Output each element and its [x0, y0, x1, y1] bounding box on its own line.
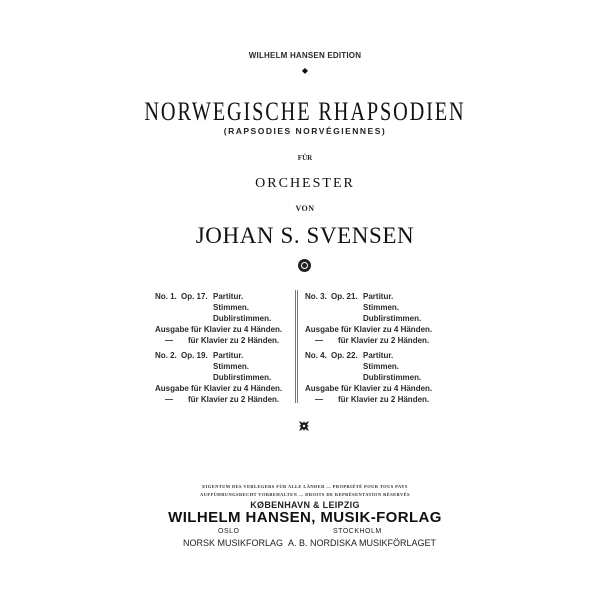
opus-number: Op. 17.: [181, 292, 208, 301]
cross-ornament-icon: [298, 420, 310, 432]
diamond-ornament-icon: ◆: [301, 66, 309, 75]
opus-number: Op. 21.: [331, 292, 358, 301]
opus-number: Op. 19.: [181, 351, 208, 360]
work-subtitle: (RAPSODIES NORVÉGIENNES): [223, 126, 387, 136]
by-label: VON: [295, 204, 315, 213]
edition-item: Dublirstimmen.: [363, 314, 422, 323]
piano-2-hands: für Klavier zu 2 Händen.: [338, 395, 430, 404]
branch-left-publisher: NORSK MUSIKFORLAG: [183, 538, 284, 548]
ditto-dash: —: [315, 336, 323, 345]
ditto-dash: —: [315, 395, 323, 404]
composer-name: JOHAN S. SVENSEN: [195, 223, 415, 248]
edition-item: Partitur.: [363, 351, 394, 360]
publisher-cities: KØBENHAVN & LEIPZIG: [250, 500, 360, 510]
entry-number: No. 4.: [305, 351, 327, 360]
copyright-notice: EIGENTUM DES VERLEGERS FÜR ALLE LÄNDER — PROPRIÉTÉ POUR TOUS PAYS: [202, 484, 408, 489]
entry-number: No. 3.: [305, 292, 327, 301]
edition-item: Stimmen.: [363, 303, 400, 312]
performance-rights-notice: AUFFÜHRUNGSRECHT VORBEHALTEN — DROITS DE REPRÉSENTATION RÉSERVÉS: [200, 492, 410, 497]
ditto-dash: —: [165, 336, 173, 345]
ditto-dash: —: [165, 395, 173, 404]
opus-number: Op. 22.: [331, 351, 358, 360]
edition-item: Partitur.: [213, 351, 244, 360]
edition-item: Stimmen.: [213, 362, 250, 371]
branch-right-city: STOCKHOLM: [333, 528, 382, 535]
entry-number: No. 1.: [155, 292, 177, 301]
column-divider: [295, 290, 298, 403]
edition-item: Dublirstimmen.: [213, 314, 272, 323]
catalog-left-column: [155, 291, 290, 405]
edition-item: Partitur.: [213, 292, 244, 301]
catalog-entry: [305, 291, 450, 346]
entry-number: No. 2.: [155, 351, 177, 360]
piano-2-hands: für Klavier zu 2 Händen.: [188, 395, 280, 404]
branch-right-publisher: A. B. NORDISKA MUSIKFÖRLAGET: [288, 538, 437, 548]
catalog-right-column: [305, 291, 450, 405]
piano-4-hands: Ausgabe für Klavier zu 4 Händen.: [155, 384, 283, 393]
catalog-entry: [155, 291, 290, 346]
edition-item: Dublirstimmen.: [213, 373, 272, 382]
catalog-entry: [155, 350, 290, 405]
branch-left-city: OSLO: [218, 528, 240, 535]
publisher-logo-icon: [298, 259, 311, 272]
piano-4-hands: Ausgabe für Klavier zu 4 Händen.: [305, 325, 433, 334]
edition-item: Partitur.: [363, 292, 394, 301]
piano-4-hands: Ausgabe für Klavier zu 4 Händen.: [155, 325, 283, 334]
piano-4-hands: Ausgabe für Klavier zu 4 Händen.: [305, 384, 433, 393]
edition-item: Stimmen.: [363, 362, 400, 371]
piano-2-hands: für Klavier zu 2 Händen.: [338, 336, 430, 345]
work-title: NORWEGISCHE RHAPSODIEN: [144, 97, 466, 126]
publisher-name: WILHELM HANSEN, MUSIK-FORLAG: [168, 509, 442, 526]
catalog-entry: [305, 350, 450, 405]
edition-label: WILHELM HANSEN EDITION: [248, 51, 362, 60]
edition-item: Dublirstimmen.: [363, 373, 422, 382]
piano-2-hands: für Klavier zu 2 Händen.: [188, 336, 280, 345]
edition-item: Stimmen.: [213, 303, 250, 312]
instrumentation: ORCHESTER: [255, 176, 355, 191]
for-label: FÜR: [297, 154, 313, 162]
